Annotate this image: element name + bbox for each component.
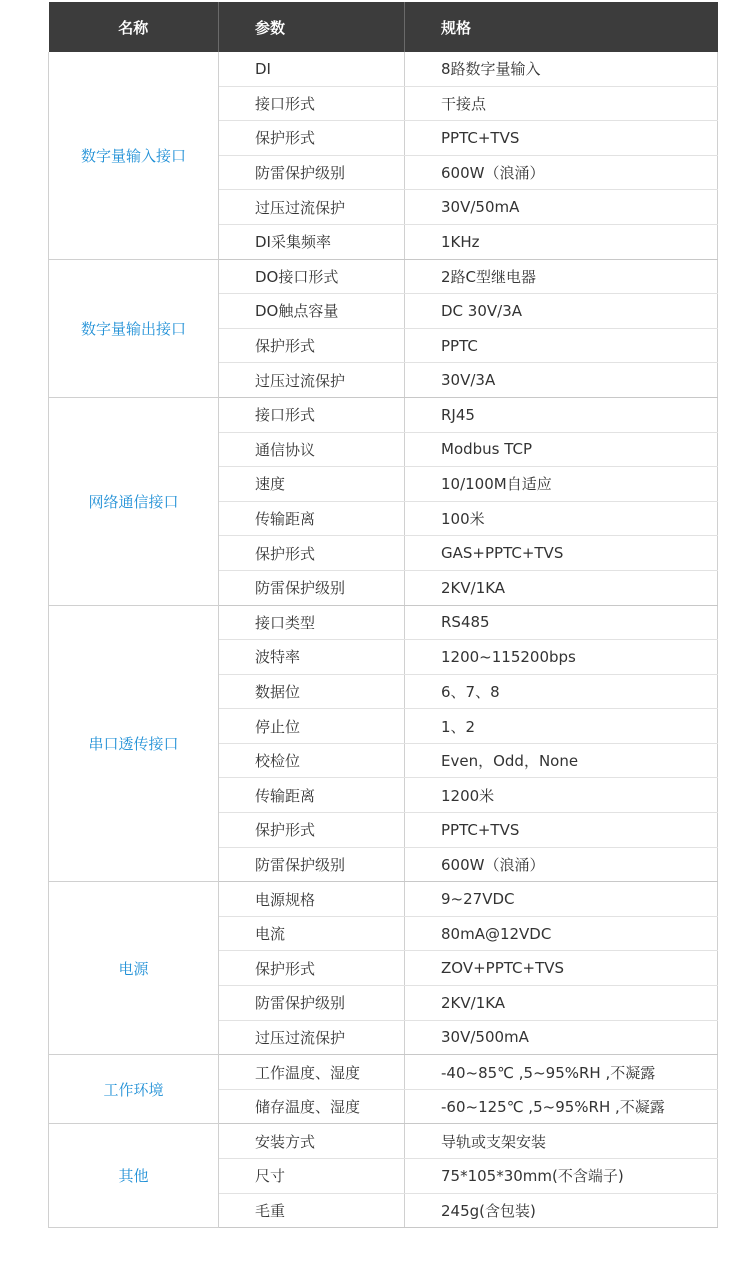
- spec-cell: 30V/3A: [405, 363, 718, 398]
- spec-cell: 100米: [405, 501, 718, 536]
- group-name: 网络通信接口: [49, 397, 219, 605]
- param-cell: 停止位: [219, 709, 405, 744]
- header-row: [49, 2, 718, 52]
- param-cell: 过压过流保护: [219, 1020, 405, 1055]
- param-cell: 安装方式: [219, 1124, 405, 1159]
- table-row: [49, 397, 718, 432]
- spec-cell: 1、2: [405, 709, 718, 744]
- param-cell: 保护形式: [219, 951, 405, 986]
- param-cell: 保护形式: [219, 328, 405, 363]
- group-name: 其他: [49, 1124, 219, 1228]
- group-name: 电源: [49, 882, 219, 1055]
- group-name: 工作环境: [49, 1055, 219, 1124]
- param-cell: DI采集频率: [219, 224, 405, 259]
- param-cell: 电源规格: [219, 882, 405, 917]
- spec-cell: Modbus TCP: [405, 432, 718, 467]
- param-cell: 传输距离: [219, 501, 405, 536]
- param-cell: 接口形式: [219, 86, 405, 121]
- spec-cell: 10/100M自适应: [405, 467, 718, 502]
- table-row: [49, 1055, 718, 1090]
- spec-cell: 1200米: [405, 778, 718, 813]
- param-cell: 数据位: [219, 674, 405, 709]
- spec-cell: 导轨或支架安装: [405, 1124, 718, 1159]
- spec-cell: GAS+PPTC+TVS: [405, 536, 718, 571]
- spec-cell: 8路数字量输入: [405, 52, 718, 86]
- group-name: 数字量输出接口: [49, 259, 219, 397]
- header-param: 参数: [219, 2, 405, 52]
- group-name: 串口透传接口: [49, 605, 219, 882]
- param-cell: 防雷保护级别: [219, 155, 405, 190]
- table-row: [49, 882, 718, 917]
- spec-cell: 2KV/1KA: [405, 986, 718, 1021]
- param-cell: 保护形式: [219, 121, 405, 156]
- table-row: [49, 259, 718, 294]
- spec-cell: 245g(含包装): [405, 1193, 718, 1228]
- spec-cell: 1200~115200bps: [405, 640, 718, 675]
- param-cell: 波特率: [219, 640, 405, 675]
- param-cell: DO触点容量: [219, 294, 405, 329]
- group-name: 数字量输入接口: [49, 52, 219, 259]
- spec-cell: -60~125℃ ,5~95%RH ,不凝露: [405, 1089, 718, 1124]
- spec-cell: 2路C型继电器: [405, 259, 718, 294]
- param-cell: 接口形式: [219, 397, 405, 432]
- spec-cell: 6、7、8: [405, 674, 718, 709]
- spec-cell: 600W（浪涌）: [405, 847, 718, 882]
- spec-cell: Even，Odd，None: [405, 743, 718, 778]
- spec-cell: ZOV+PPTC+TVS: [405, 951, 718, 986]
- spec-cell: 30V/500mA: [405, 1020, 718, 1055]
- header-spec: 规格: [405, 2, 718, 52]
- header-name: 名称: [49, 2, 219, 52]
- param-cell: 防雷保护级别: [219, 570, 405, 605]
- spec-cell: PPTC+TVS: [405, 813, 718, 848]
- spec-cell: -40~85℃ ,5~95%RH ,不凝露: [405, 1055, 718, 1090]
- spec-cell: 9~27VDC: [405, 882, 718, 917]
- spec-cell: 75*105*30mm(不含端子): [405, 1159, 718, 1194]
- table-body: [49, 52, 718, 1228]
- spec-cell: DC 30V/3A: [405, 294, 718, 329]
- table-row: [49, 52, 718, 86]
- spec-cell: PPTC: [405, 328, 718, 363]
- param-cell: 防雷保护级别: [219, 986, 405, 1021]
- param-cell: 保护形式: [219, 536, 405, 571]
- param-cell: 工作温度、湿度: [219, 1055, 405, 1090]
- spec-cell: 干接点: [405, 86, 718, 121]
- spec-cell: PPTC+TVS: [405, 121, 718, 156]
- spec-cell: 600W（浪涌）: [405, 155, 718, 190]
- spec-cell: 1KHz: [405, 224, 718, 259]
- spec-cell: 80mA@12VDC: [405, 916, 718, 951]
- spec-cell: 30V/50mA: [405, 190, 718, 225]
- table-row: [49, 605, 718, 640]
- param-cell: 防雷保护级别: [219, 847, 405, 882]
- spec-cell: 2KV/1KA: [405, 570, 718, 605]
- param-cell: 通信协议: [219, 432, 405, 467]
- param-cell: DI: [219, 52, 405, 86]
- spec-table: [48, 2, 718, 1228]
- table-header: [49, 2, 718, 52]
- param-cell: DO接口形式: [219, 259, 405, 294]
- table-row: [49, 1124, 718, 1159]
- param-cell: 过压过流保护: [219, 363, 405, 398]
- spec-cell: RS485: [405, 605, 718, 640]
- param-cell: 传输距离: [219, 778, 405, 813]
- param-cell: 毛重: [219, 1193, 405, 1228]
- param-cell: 速度: [219, 467, 405, 502]
- param-cell: 储存温度、湿度: [219, 1089, 405, 1124]
- param-cell: 保护形式: [219, 813, 405, 848]
- param-cell: 过压过流保护: [219, 190, 405, 225]
- param-cell: 尺寸: [219, 1159, 405, 1194]
- spec-cell: RJ45: [405, 397, 718, 432]
- param-cell: 校检位: [219, 743, 405, 778]
- param-cell: 电流: [219, 916, 405, 951]
- param-cell: 接口类型: [219, 605, 405, 640]
